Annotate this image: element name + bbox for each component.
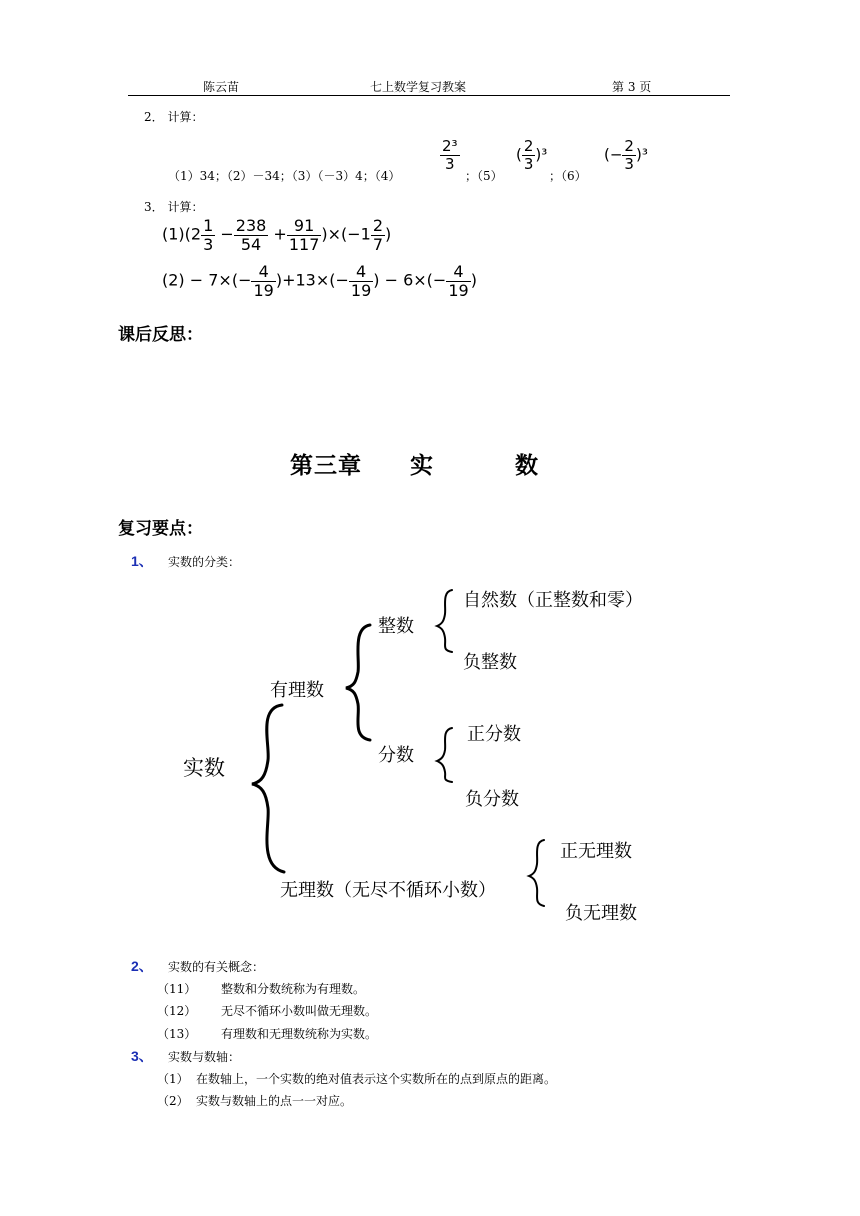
header-author: 陈云苗 bbox=[203, 80, 240, 94]
s2-item-1-text: 整数和分数统称为有理数。 bbox=[221, 982, 366, 996]
s2-item-1-number: （11） bbox=[157, 982, 197, 996]
s3-item-2-number: （2） bbox=[157, 1094, 189, 1108]
tree-negative-fraction: 负分数 bbox=[465, 789, 519, 810]
s2-item-2-number: （12） bbox=[157, 1004, 197, 1018]
s2-item-3-text: 有理数和无理数统称为实数。 bbox=[221, 1027, 378, 1041]
chapter-title-part1: 第三章 bbox=[290, 453, 362, 479]
section-3-title: 实数与数轴： bbox=[168, 1050, 241, 1064]
section-1-title: 实数的分类： bbox=[168, 555, 241, 569]
s3-item-1-number: （1） bbox=[157, 1072, 189, 1086]
tree-integer: 整数 bbox=[378, 616, 414, 637]
q3-expression-2: (2) − 7×(− $\frac{4}{19}$ )+13×(− $\frac{4}{19}$ ) − 6×(− $\frac{4}{19}$ ) bbox=[162, 262, 477, 300]
s3-item-1-text: 在数轴上，一个实数的绝对值表示这个实数所在的点到原点的距离。 bbox=[196, 1072, 557, 1086]
brace-irrational bbox=[529, 840, 544, 906]
review-heading: 复习要点： bbox=[118, 519, 203, 539]
brace-fraction bbox=[437, 728, 452, 782]
q2-items: （1）34；（2）－34；（3）（－3）4；（4） bbox=[168, 169, 401, 183]
q2-label: 2． 计算： bbox=[144, 110, 204, 124]
s3-item-2-text: 实数与数轴上的点一一对应。 bbox=[196, 1094, 353, 1108]
s2-item-2-text: 无尽不循环小数叫做无理数。 bbox=[221, 1004, 378, 1018]
tree-positive-fraction: 正分数 bbox=[467, 724, 521, 745]
q3-label: 3． 计算： bbox=[144, 200, 204, 214]
section-2-title: 实数的有关概念： bbox=[168, 960, 265, 974]
chapter-title-part2: 实 bbox=[410, 453, 434, 479]
header-title: 七上数学复习教案 bbox=[370, 80, 467, 94]
q2-fraction-4: $\frac{\text{2³}}{3}$ bbox=[442, 137, 458, 173]
tree-negative-integer: 负整数 bbox=[463, 652, 517, 673]
brace-real bbox=[252, 705, 284, 872]
s2-item-3-number: （13） bbox=[157, 1027, 197, 1041]
reflection-heading: 课后反思： bbox=[118, 325, 203, 345]
tree-rational: 有理数 bbox=[270, 680, 324, 701]
q2-sep-5: ；（5） bbox=[465, 169, 503, 183]
q3-expression-1: (1)(2 $\frac{1}{3}$ − $\frac{238}{54}$ + $\frac{91}{117}$ )×(−1 $\frac{2}{7}$ ) bbox=[162, 216, 392, 254]
section-1-number: 1、 bbox=[131, 553, 153, 569]
section-2-number: 2、 bbox=[131, 958, 153, 974]
q2-fraction-6: (− $\frac{2}{3}$ )³ bbox=[604, 137, 648, 173]
tree-positive-irrational: 正无理数 bbox=[560, 841, 632, 862]
section-3-number: 3、 bbox=[131, 1048, 153, 1064]
tree-natural: 自然数（正整数和零） bbox=[463, 590, 643, 611]
tree-fraction: 分数 bbox=[378, 745, 414, 766]
brace-integer bbox=[437, 590, 452, 652]
tree-real-number: 实数 bbox=[183, 756, 225, 780]
q2-fraction-5: ( $\frac{2}{3}$ )³ bbox=[516, 137, 548, 173]
q2-sep-6: ；（6） bbox=[549, 169, 587, 183]
chapter-title-part3: 数 bbox=[515, 453, 539, 479]
tree-irrational: 无理数（无尽不循环小数） bbox=[280, 880, 496, 901]
tree-negative-irrational: 负无理数 bbox=[565, 903, 637, 924]
brace-rational bbox=[346, 625, 370, 740]
header-page-number: 第 3 页 bbox=[612, 80, 652, 94]
